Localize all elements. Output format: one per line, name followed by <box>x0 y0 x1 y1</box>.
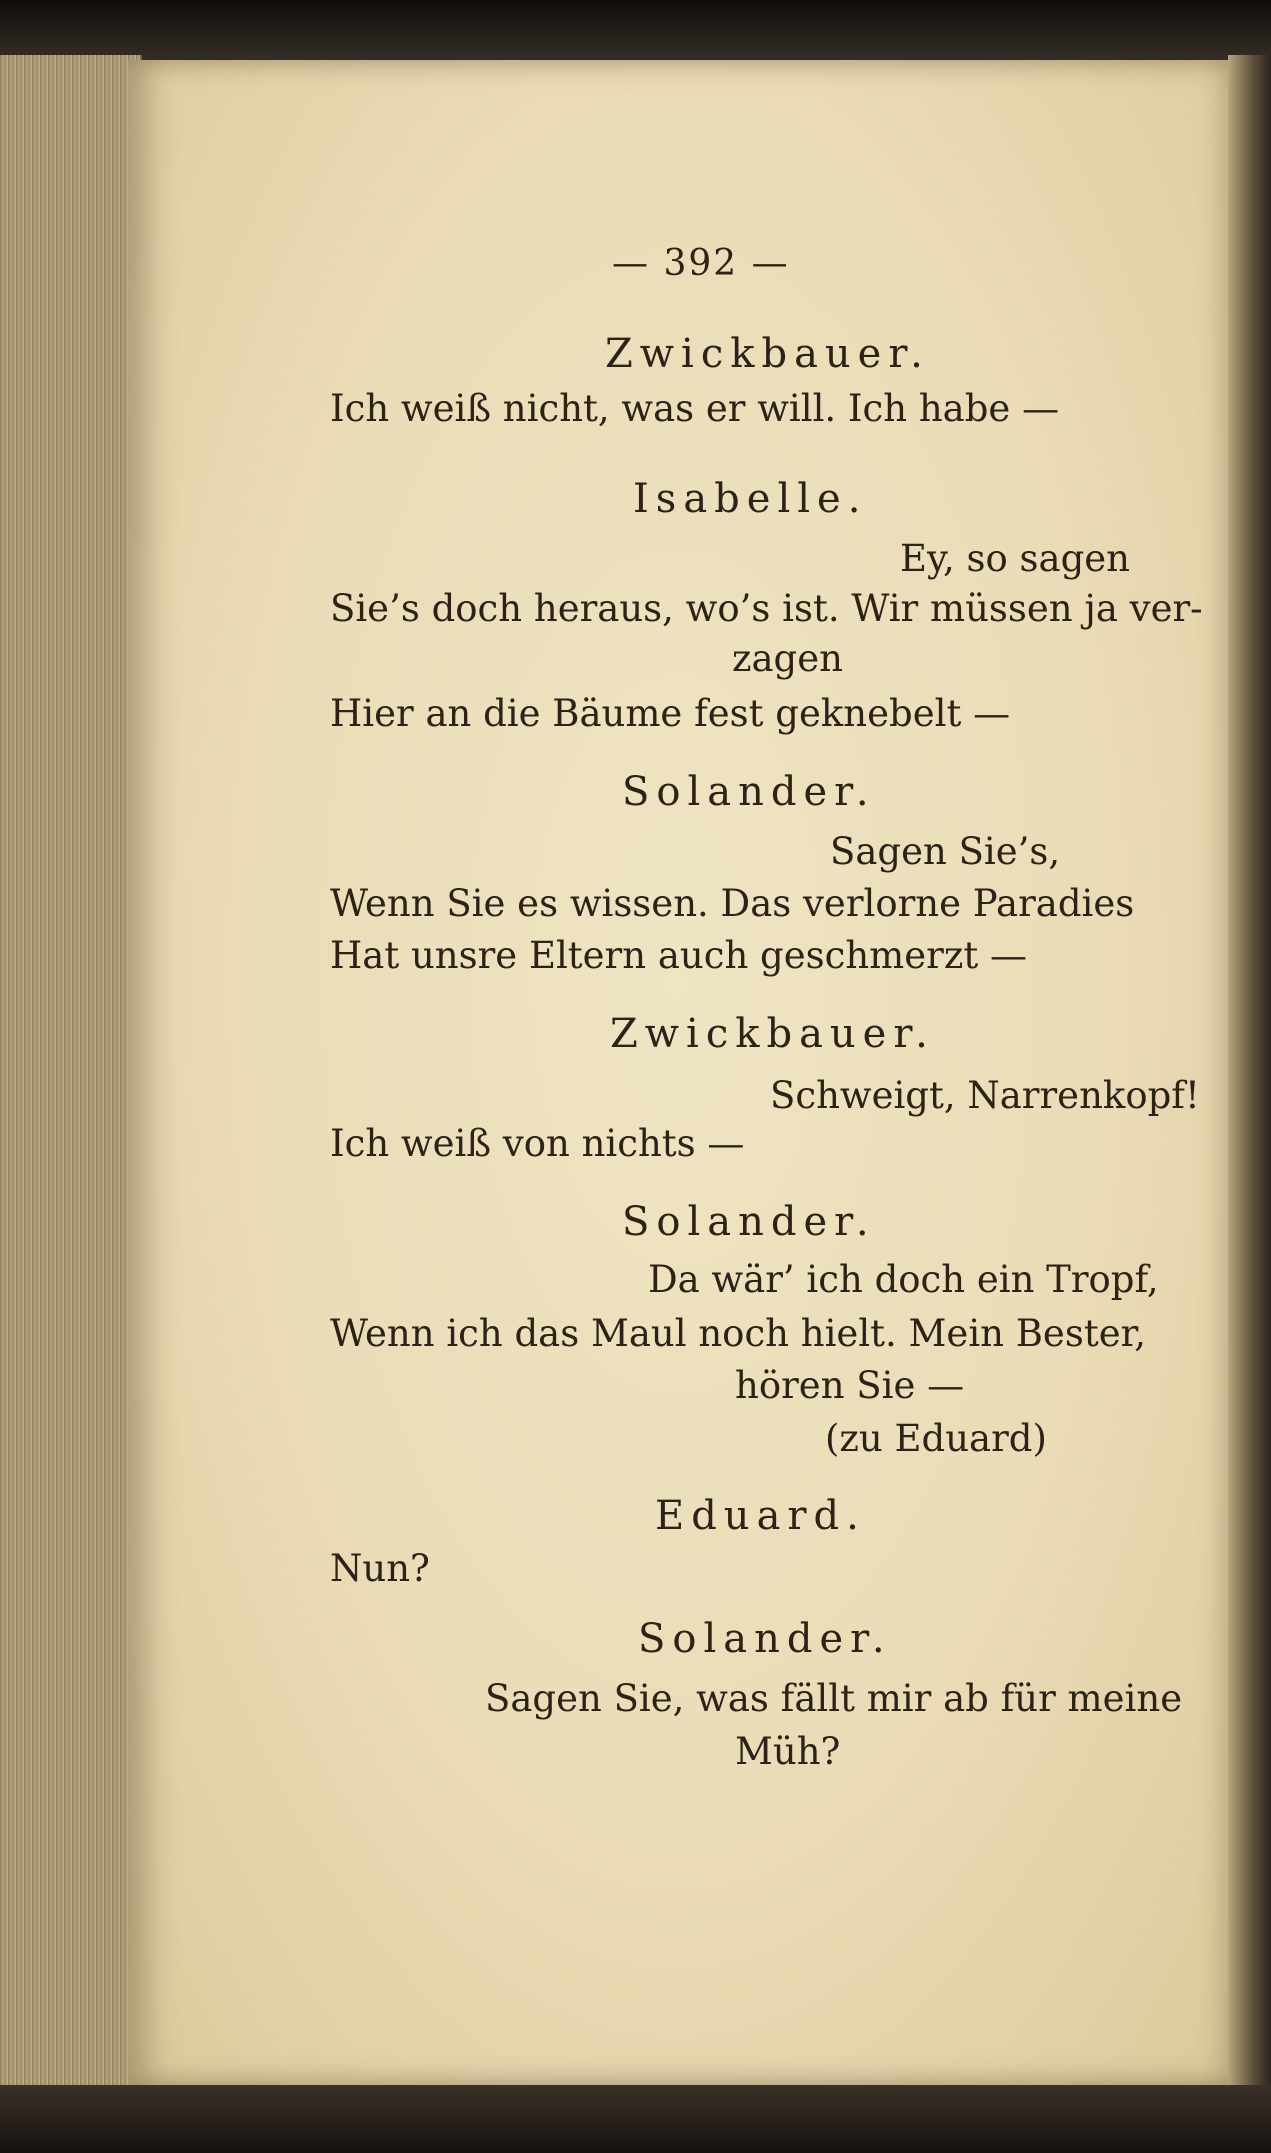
speaker-name: Solander. <box>638 1616 892 1662</box>
speaker-name: Solander. <box>622 769 876 815</box>
page-number: — 392 — <box>612 243 790 284</box>
verse-line: Müh? <box>735 1730 841 1773</box>
verse-line: Hat unsre Eltern auch geschmerzt — <box>330 934 1027 977</box>
verse-line: zagen <box>732 637 843 680</box>
book-bottom-edge <box>0 2085 1271 2153</box>
verse-line: Wenn ich das Maul noch hielt. Mein Bester, <box>330 1312 1146 1355</box>
verse-line: Sagen Sie, was fällt mir ab für meine <box>485 1677 1183 1720</box>
verse-line: Ey, so sagen <box>900 537 1131 580</box>
speaker-name: Zwickbauer. <box>605 331 930 377</box>
verse-line: Sagen Sie’s, <box>830 830 1061 873</box>
verse-line: Sie’s doch heraus, wo’s ist. Wir müssen ja ver- <box>330 587 1203 630</box>
book-right-edge <box>1228 55 1271 2095</box>
verse-line: Schweigt, Narrenkopf! <box>770 1074 1200 1117</box>
speaker-name: Solander. <box>622 1199 876 1245</box>
verse-line: Ich weiß von nichts — <box>330 1122 745 1165</box>
speaker-name: Eduard. <box>655 1493 866 1539</box>
verse-line: Hier an die Bäume fest geknebelt — <box>330 692 1011 735</box>
speaker-name: Zwickbauer. <box>610 1011 935 1057</box>
verse-line: Wenn Sie es wissen. Das verlorne Paradies <box>330 882 1135 925</box>
page-stack-edge <box>0 55 142 2090</box>
stage-direction: (zu Eduard) <box>825 1417 1047 1460</box>
verse-line: hören Sie — <box>735 1364 965 1407</box>
verse-line: Da wär’ ich doch ein Tropf, <box>648 1258 1159 1301</box>
speaker-name: Isabelle. <box>633 476 868 522</box>
verse-line: Ich weiß nicht, was er will. Ich habe — <box>330 387 1060 430</box>
verse-line: Nun? <box>330 1547 430 1590</box>
